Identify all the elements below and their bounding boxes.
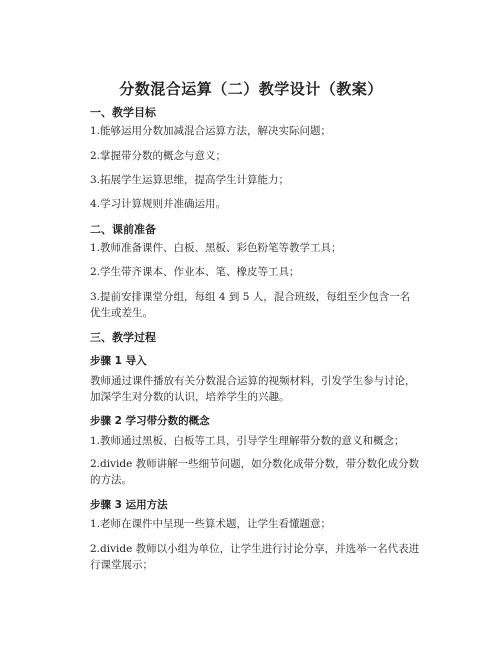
section-heading-process: 三、教学过程 xyxy=(90,331,156,344)
preparation-item: 1.教师准备课件、白板、黑板、彩色粉笔等教学工具； xyxy=(90,242,342,254)
step-1-label: 步骤 1 导入 xyxy=(90,355,147,367)
objective-item: 4.学习计算规则并准确运用。 xyxy=(90,198,227,210)
preparation-item: 3.提前安排课堂分组，每组 4 到 5 人，混合班级，每组至少包含一名优生或差生。 xyxy=(90,291,411,319)
section-heading-objectives: 一、教学目标 xyxy=(90,106,156,119)
step-2-paragraph: 2.divide 教师讲解一些细节问题，如分数化成带分数，带分数化成分数的方法。 xyxy=(90,458,420,486)
step-3-paragraph: 1.老师在课件中呈现一些算术题，让学生看懂题意； xyxy=(90,518,332,530)
section-heading-preparation: 二、课前准备 xyxy=(90,223,156,236)
preparation-item: 2.学生带齐课本、作业本、笔、橡皮等工具； xyxy=(90,266,300,278)
page-title: 分数混合运算（二）教学设计（教案） xyxy=(119,80,383,98)
step-3-label: 步骤 3 运用方法 xyxy=(90,499,168,511)
step-2-paragraph: 1.教师通过黑板、白板等工具，引导学生理解带分数的意义和概念； xyxy=(90,435,405,447)
step-2-label: 步骤 2 学习带分数的概念 xyxy=(90,415,210,427)
step-3-paragraph: 2.divide 教师以小组为单位，让学生进行讨论分享，并选举一名代表进行课堂展示； xyxy=(90,543,420,571)
objective-item: 1.能够运用分数加减混合运算方法，解决实际问题； xyxy=(90,125,332,137)
objective-item: 3.拓展学生运算思维，提高学生计算能力； xyxy=(90,174,290,186)
step-1-paragraph: 教师通过课件播放有关分数混合运算的视频材料，引发学生参与讨论，加深学生对分数的认识，培养学生的兴趣。 xyxy=(90,375,416,403)
objective-item: 2.掌握带分数的概念与意义； xyxy=(90,150,227,162)
